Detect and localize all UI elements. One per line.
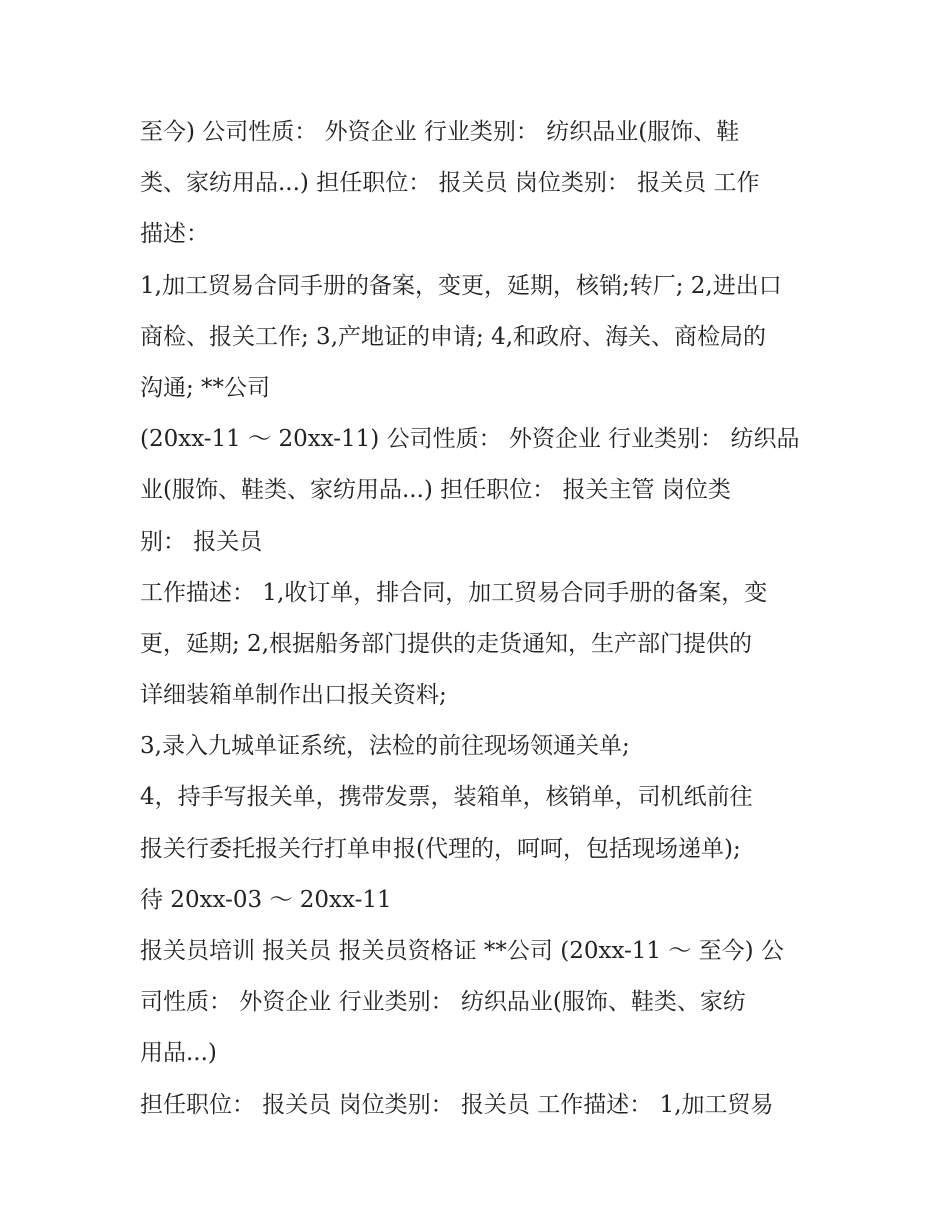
document-body — [140, 107, 820, 1131]
text-line: 担任职位： 报关员 岗位类别： 报关员 工作描述： 1,加工贸易 — [140, 1091, 774, 1118]
text-line: 更，延期; 2,根据船务部门提供的走货通知，生产部门提供的 — [140, 630, 753, 657]
text-line: 别： 报关员 — [140, 528, 263, 555]
text-line: 工作描述： 1,收订单，排合同，加工贸易合同手册的备案，变 — [140, 579, 768, 606]
text-line: 待 20xx-03 ～ 20xx-11 — [140, 886, 392, 913]
text-line: 用品...) — [140, 1040, 217, 1067]
text-line: 报关行委托报关行打单申报(代理的，呵呵，包括现场递单); — [140, 835, 741, 862]
text-line: 类、家纺用品...) 担任职位： 报关员 岗位类别： 报关员 工作 — [140, 170, 760, 197]
text-line: 至今) 公司性质： 外资企业 行业类别： 纺织品业(服饰、鞋 — [140, 119, 740, 145]
text-line: (20xx-11 ～ 20xx-11) 公司性质： 外资企业 行业类别： 纺织品 — [140, 426, 800, 453]
text-line: 报关员培训 报关员 报关员资格证 **公司 (20xx-11 ～ 至今) 公 — [140, 938, 784, 964]
text-line: 沟通; **公司 — [140, 374, 271, 401]
text-line: 详细装箱单制作出口报关资料; — [140, 682, 447, 709]
text-line: 司性质： 外资企业 行业类别： 纺织品业(服饰、鞋类、家纺 — [140, 989, 746, 1016]
text-line: 商检、报关工作; 3,产地证的申请; 4,和政府、海关、商检局的 — [140, 323, 767, 350]
text-line: 3,录入九城单证系统，法检的前往现场领通关单; — [140, 733, 630, 760]
text-line: 4，持手写报关单，携带发票，装箱单，核销单，司机纸前往 — [140, 784, 753, 811]
text-line: 1,加工贸易合同手册的备案，变更，延期，核销;转厂; 2,进出口 — [140, 272, 782, 299]
text-line: 业(服饰、鞋类、家纺用品...) 担任职位： 报关主管 岗位类 — [140, 477, 731, 504]
text-line: 描述： — [140, 221, 209, 248]
